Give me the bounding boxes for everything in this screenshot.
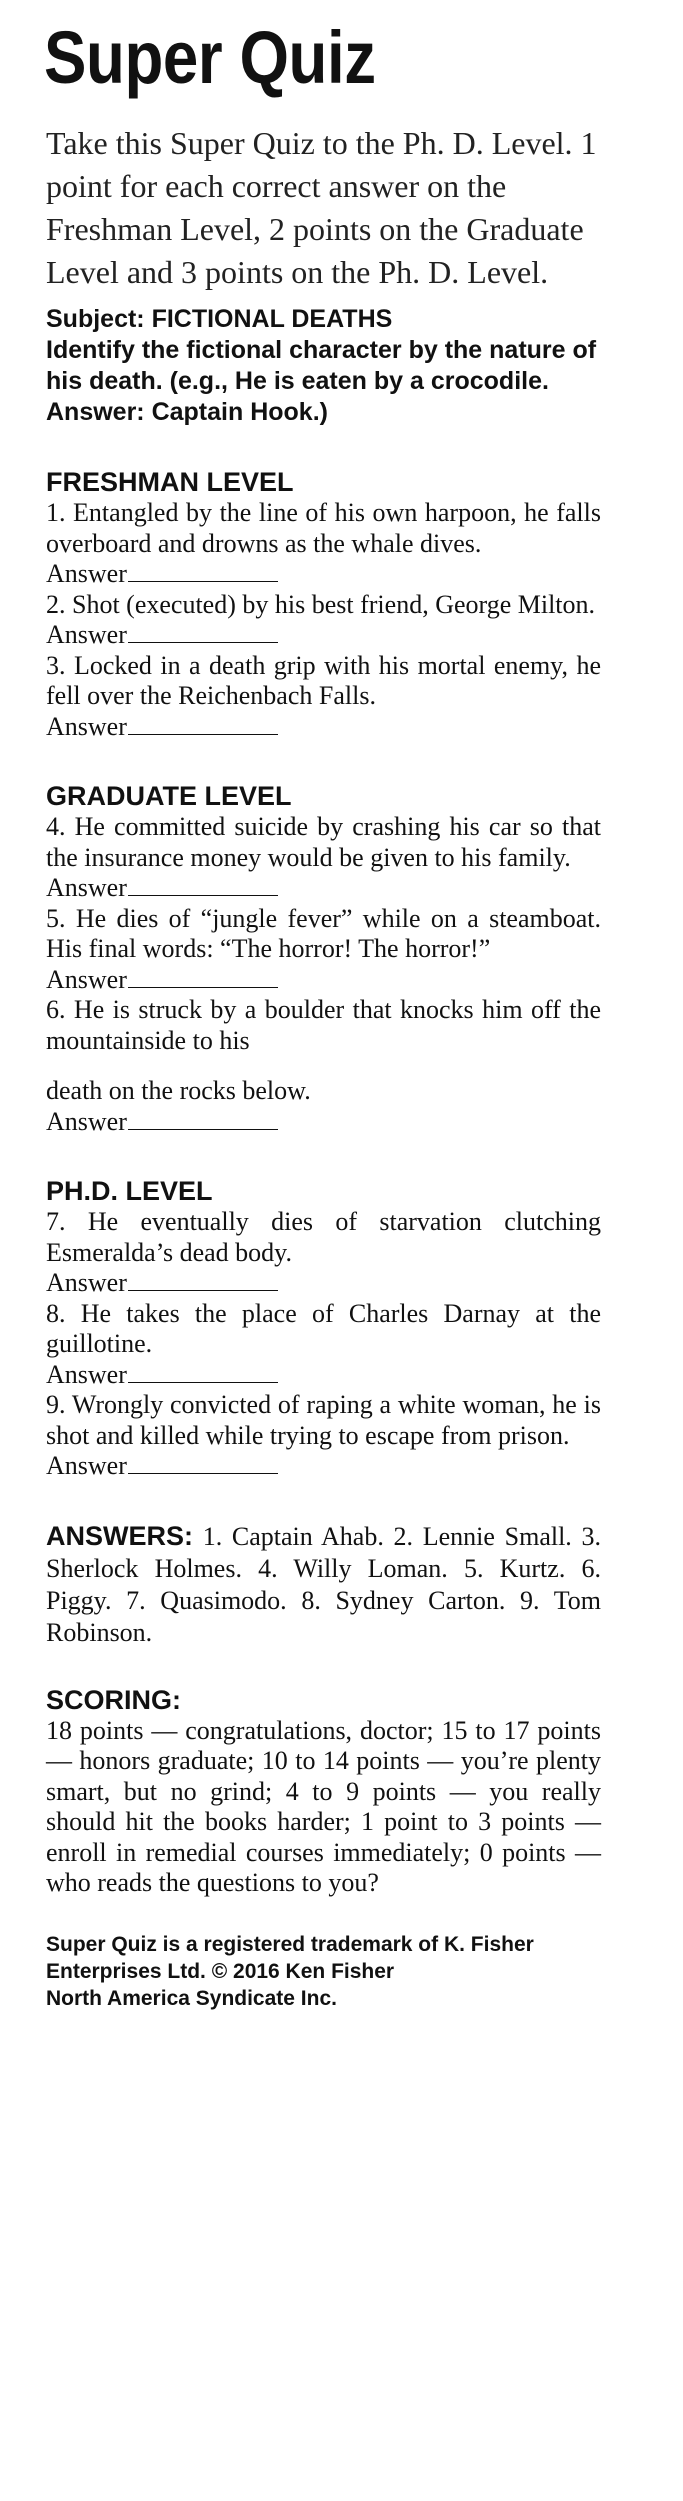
intro-text: Take this Super Quiz to the Ph. D. Level. 1 point for each correct answer on the Freshman Level, 2 points on the Graduate Level and 3 points on the Ph. D. Level. — [46, 125, 597, 290]
question-5: 5. He dies of “jungle fever” while on a steamboat. His final words: “The horror! The horror!” — [46, 903, 601, 963]
trademark-line: Super Quiz is a registered trademark of K. Fisher Enterprises Ltd. © 2016 Ken Fisher — [46, 1932, 534, 1983]
answer-blank-4 — [46, 873, 601, 904]
answer-blank-6 — [46, 1107, 601, 1138]
question-4: 4. He committed suicide by crashing his car so that the insurance money would be given to his family. — [46, 812, 601, 872]
answer-blank-1 — [46, 559, 601, 590]
freshman-level-heading: FRESHMAN LEVEL — [46, 467, 294, 497]
answer-label: Answer — [46, 620, 127, 649]
answer-underline — [128, 714, 278, 735]
question-7: 7. He eventually dies of starvation clutching Esmeralda’s dead body. — [46, 1207, 601, 1267]
question-2: 2. Shot (executed) by his best friend, George Milton. — [46, 589, 596, 619]
answer-underline — [128, 967, 278, 988]
answer-underline — [128, 1362, 278, 1383]
page-title: Super Quiz — [44, 16, 376, 99]
answer-blank-5 — [46, 965, 601, 996]
question-1: 1. Entangled by the line of his own harpoon, he falls overboard and drowns as the whale dives. — [46, 498, 601, 558]
phd-level-heading: PH.D. LEVEL — [46, 1176, 213, 1206]
answers-label: ANSWERS: — [46, 1520, 193, 1551]
question-9: 9. Wrongly convicted of raping a white woman, he is shot and killed while trying to escape from prison. — [46, 1390, 601, 1450]
answer-underline — [128, 875, 278, 896]
answer-underline — [128, 1270, 278, 1291]
quiz-column — [46, 0, 601, 2012]
answer-blank-9 — [46, 1451, 601, 1482]
answer-blank-3 — [46, 712, 601, 743]
subject-instructions: Identify the fictional character by the nature of his death. (e.g., He is eaten by a crocodile. Answer: Captain Hook.) — [46, 336, 597, 426]
answer-underline — [128, 1453, 278, 1474]
answers-block — [46, 1520, 601, 1649]
answer-label: Answer — [46, 964, 127, 994]
scoring-text: 18 points — congratulations, doctor; 15 to 17 points — honors graduate; 10 to 14 points — you’re plenty smart, but no grind; 4 to 9 points — you really should hit the books harder; 1 point to 3 points — enroll in remedial courses immediately; 0 points — who reads the questions to you? — [46, 1715, 601, 1897]
answer-label: Answer — [46, 1451, 127, 1480]
scoring-heading: SCORING: — [46, 1684, 181, 1715]
answer-label: Answer — [46, 711, 127, 741]
answer-underline — [128, 1109, 278, 1130]
answer-underline — [128, 622, 278, 643]
subject-block — [46, 304, 601, 428]
syndicate-line: North America Syndicate Inc. — [46, 1986, 337, 2010]
question-6: 6. He is struck by a boulder that knocks him off the mountainside to his — [46, 995, 601, 1055]
answer-label: Answer — [46, 873, 127, 902]
answer-blank-7 — [46, 1268, 601, 1299]
answer-label: Answer — [46, 1106, 127, 1136]
answers-text: 1. Captain Ahab. 2. Lennie Small. 3. Sherlock Holmes. 4. Willy Loman. 5. Kurtz. 6. Piggy. 7. Quasimodo. 8. Sydney Carton. 9. Tom Robinson. — [46, 1521, 602, 1647]
answer-label: Answer — [46, 1268, 127, 1297]
answer-underline — [128, 561, 278, 582]
question-8: 8. He takes the place of Charles Darnay at the guillotine. — [46, 1298, 601, 1358]
answer-blank-2 — [46, 620, 601, 651]
answer-label: Answer — [46, 1359, 127, 1389]
answer-blank-8 — [46, 1360, 601, 1391]
question-3: 3. Locked in a death grip with his mortal enemy, he fell over the Reichenbach Falls. — [46, 650, 601, 710]
subject-line: Subject: FICTIONAL DEATHS — [46, 305, 393, 333]
graduate-level-heading: GRADUATE LEVEL — [46, 781, 292, 811]
answer-label: Answer — [46, 559, 127, 588]
copyright-footer — [46, 1931, 601, 2012]
question-6-continued: death on the rocks below. — [46, 1076, 311, 1105]
